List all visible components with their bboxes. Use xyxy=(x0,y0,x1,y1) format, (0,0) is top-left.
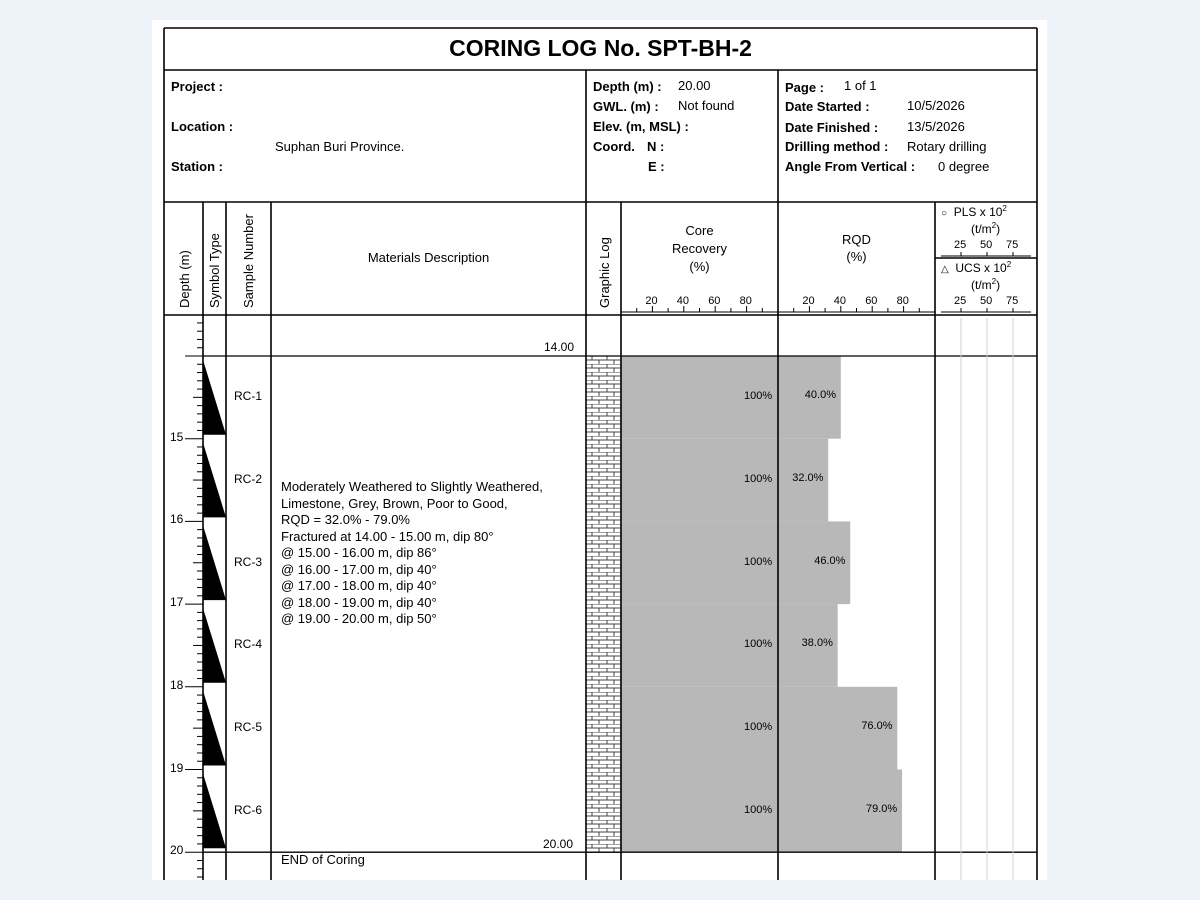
description-line: @ 18.00 - 19.00 m, dip 40° xyxy=(281,594,437,610)
station-label: Station : xyxy=(171,159,223,174)
pls-unit: $(t/m^2)$ xyxy=(971,221,1001,236)
pls-power: 2 xyxy=(1002,204,1007,213)
graphic-log-column-header: Graphic Log xyxy=(597,237,612,308)
date-started-label: Date Started : xyxy=(785,99,870,114)
ucs-unit: $(t/m^2)$ xyxy=(971,277,1001,292)
ucs-label: UCS x 10 xyxy=(955,261,1007,275)
rqd-header-line1: RQD xyxy=(842,232,871,247)
layer-top-depth-label: 14.00 xyxy=(544,340,575,354)
log-title: CORING LOG No. SPT-BH-2 xyxy=(449,35,752,61)
ucs-scale-label: 50 xyxy=(980,295,993,307)
description-line: RQD = 32.0% - 79.0% xyxy=(281,512,410,527)
sample-number-label: RC-6 xyxy=(234,802,263,817)
rqd-label: 46.0% xyxy=(814,554,846,567)
sample-number-label: RC-2 xyxy=(234,472,263,487)
page-value: 1 of 1 xyxy=(844,78,877,93)
pls-header xyxy=(941,206,1007,219)
core-recovery-label: 100% xyxy=(744,803,773,816)
pls-label: PLS x 10 xyxy=(953,205,1003,219)
coord-label: Coord. xyxy=(593,139,635,154)
coring-log-sheet xyxy=(152,20,1047,880)
sample-number-label: RC-5 xyxy=(234,720,263,735)
core-recovery-label: 100% xyxy=(744,721,773,734)
depth-tick-label: 17 xyxy=(170,595,184,610)
ucs-scale-label: 25 xyxy=(954,295,967,307)
sample-number-label: RC-3 xyxy=(234,554,263,569)
gwl-label: GWL. (m) : xyxy=(593,99,659,114)
end-of-coring-text: END of Coring xyxy=(281,852,365,867)
rqd-label: 40.0% xyxy=(804,389,836,402)
rqd-label: 32.0% xyxy=(792,472,824,485)
drilling-method-label: Drilling method : xyxy=(785,139,889,154)
depth-label: Depth (m) : xyxy=(593,79,662,94)
elev-label: Elev. (m, MSL) : xyxy=(593,119,689,134)
rqd-label: 76.0% xyxy=(861,720,893,733)
depth-tick-label: 20 xyxy=(170,843,184,858)
core-recovery-scale-label: 20 xyxy=(645,295,658,307)
date-started-value: 10/5/2026 xyxy=(907,98,965,113)
graphic-log-limestone xyxy=(586,356,621,852)
rqd-scale-label: 60 xyxy=(865,295,878,307)
description-line: @ 15.00 - 16.00 m, dip 86° xyxy=(281,545,437,560)
core-run-symbol xyxy=(203,774,226,849)
ucs-header xyxy=(941,262,1011,275)
gwl-value: Not found xyxy=(678,98,735,113)
description-line: @ 17.00 - 18.00 m, dip 40° xyxy=(281,578,437,593)
depth-tick-label: 15 xyxy=(170,429,184,444)
core-run-symbol xyxy=(203,525,226,600)
location-label: Location : xyxy=(171,119,234,134)
description-line: @ 16.00 - 17.00 m, dip 40° xyxy=(281,561,437,577)
materials-description-text xyxy=(281,479,543,628)
rqd-scale-label: 80 xyxy=(896,295,909,307)
core-recovery-scale-label: 60 xyxy=(708,295,721,307)
core-run-symbol xyxy=(203,691,226,766)
description-line: Fractured at 14.00 - 15.00 m, dip 80° xyxy=(281,528,494,544)
description-line: Limestone, Grey, Brown, Poor to Good, xyxy=(281,495,508,511)
rqd-header-line2: (%) xyxy=(846,249,867,264)
ucs-power: 2 xyxy=(1006,260,1012,269)
pls-scale-label: 25 xyxy=(954,239,967,251)
ucs-symbol: △ xyxy=(941,264,949,275)
sample-number-column-header: Sample Number xyxy=(241,214,256,308)
date-finished-label: Date Finished : xyxy=(785,120,879,135)
bars-layer xyxy=(586,356,902,852)
angle-label: Angle From Vertical : xyxy=(785,159,916,174)
date-finished-value: 13/5/2026 xyxy=(907,119,965,134)
core-recovery-label: 100% xyxy=(744,390,773,403)
depth-value: 20.00 xyxy=(678,78,711,93)
pls-scale-label: 50 xyxy=(980,239,993,251)
core-recovery-header-line3: (%) xyxy=(689,259,710,274)
core-run-symbol xyxy=(203,608,226,683)
depth-tick-label: 16 xyxy=(170,512,184,527)
core-run-symbol xyxy=(203,360,226,435)
materials-description-header: Materials Description xyxy=(367,250,490,265)
core-recovery-label: 100% xyxy=(744,473,773,486)
coord-n-label: N : xyxy=(647,139,665,154)
rqd-scale-label: 40 xyxy=(833,295,847,307)
depth-tick-label: 19 xyxy=(170,760,184,775)
page-label: Page : xyxy=(785,80,825,95)
core-recovery-label: 100% xyxy=(744,555,773,568)
project-label: Project : xyxy=(171,79,224,94)
layer-bottom-depth-label: 20.00 xyxy=(543,837,574,851)
core-recovery-scale-label: 80 xyxy=(739,295,752,307)
coord-e-label: E : xyxy=(648,159,665,174)
symbol-type-column-header: Symbol Type xyxy=(207,233,222,308)
rqd-label: 79.0% xyxy=(866,802,898,815)
core-recovery-label: 100% xyxy=(744,638,773,651)
description-line: @ 19.00 - 20.00 m, dip 50° xyxy=(281,611,437,626)
core-run-symbol xyxy=(203,443,226,518)
description-line: Moderately Weathered to Slightly Weathered, xyxy=(281,479,543,494)
pls-symbol: ○ xyxy=(941,208,948,219)
depth-tick-label: 18 xyxy=(170,677,184,692)
sample-number-label: RC-1 xyxy=(234,389,263,404)
ucs-scale-label: 75 xyxy=(1006,295,1019,307)
core-recovery-header-line1: Core xyxy=(685,223,714,238)
sample-number-label: RC-4 xyxy=(234,637,263,652)
rqd-label: 38.0% xyxy=(801,637,833,650)
rqd-scale-label: 20 xyxy=(802,295,815,307)
drilling-method-value: Rotary drilling xyxy=(907,139,987,154)
pls-scale-label: 75 xyxy=(1006,239,1019,251)
angle-value: 0 degree xyxy=(938,159,990,174)
core-recovery-scale-label: 40 xyxy=(676,295,690,307)
location-value: Suphan Buri Province. xyxy=(275,139,405,154)
core-recovery-header-line2: Recovery xyxy=(672,241,727,256)
depth-column-header: Depth (m) xyxy=(177,250,192,308)
